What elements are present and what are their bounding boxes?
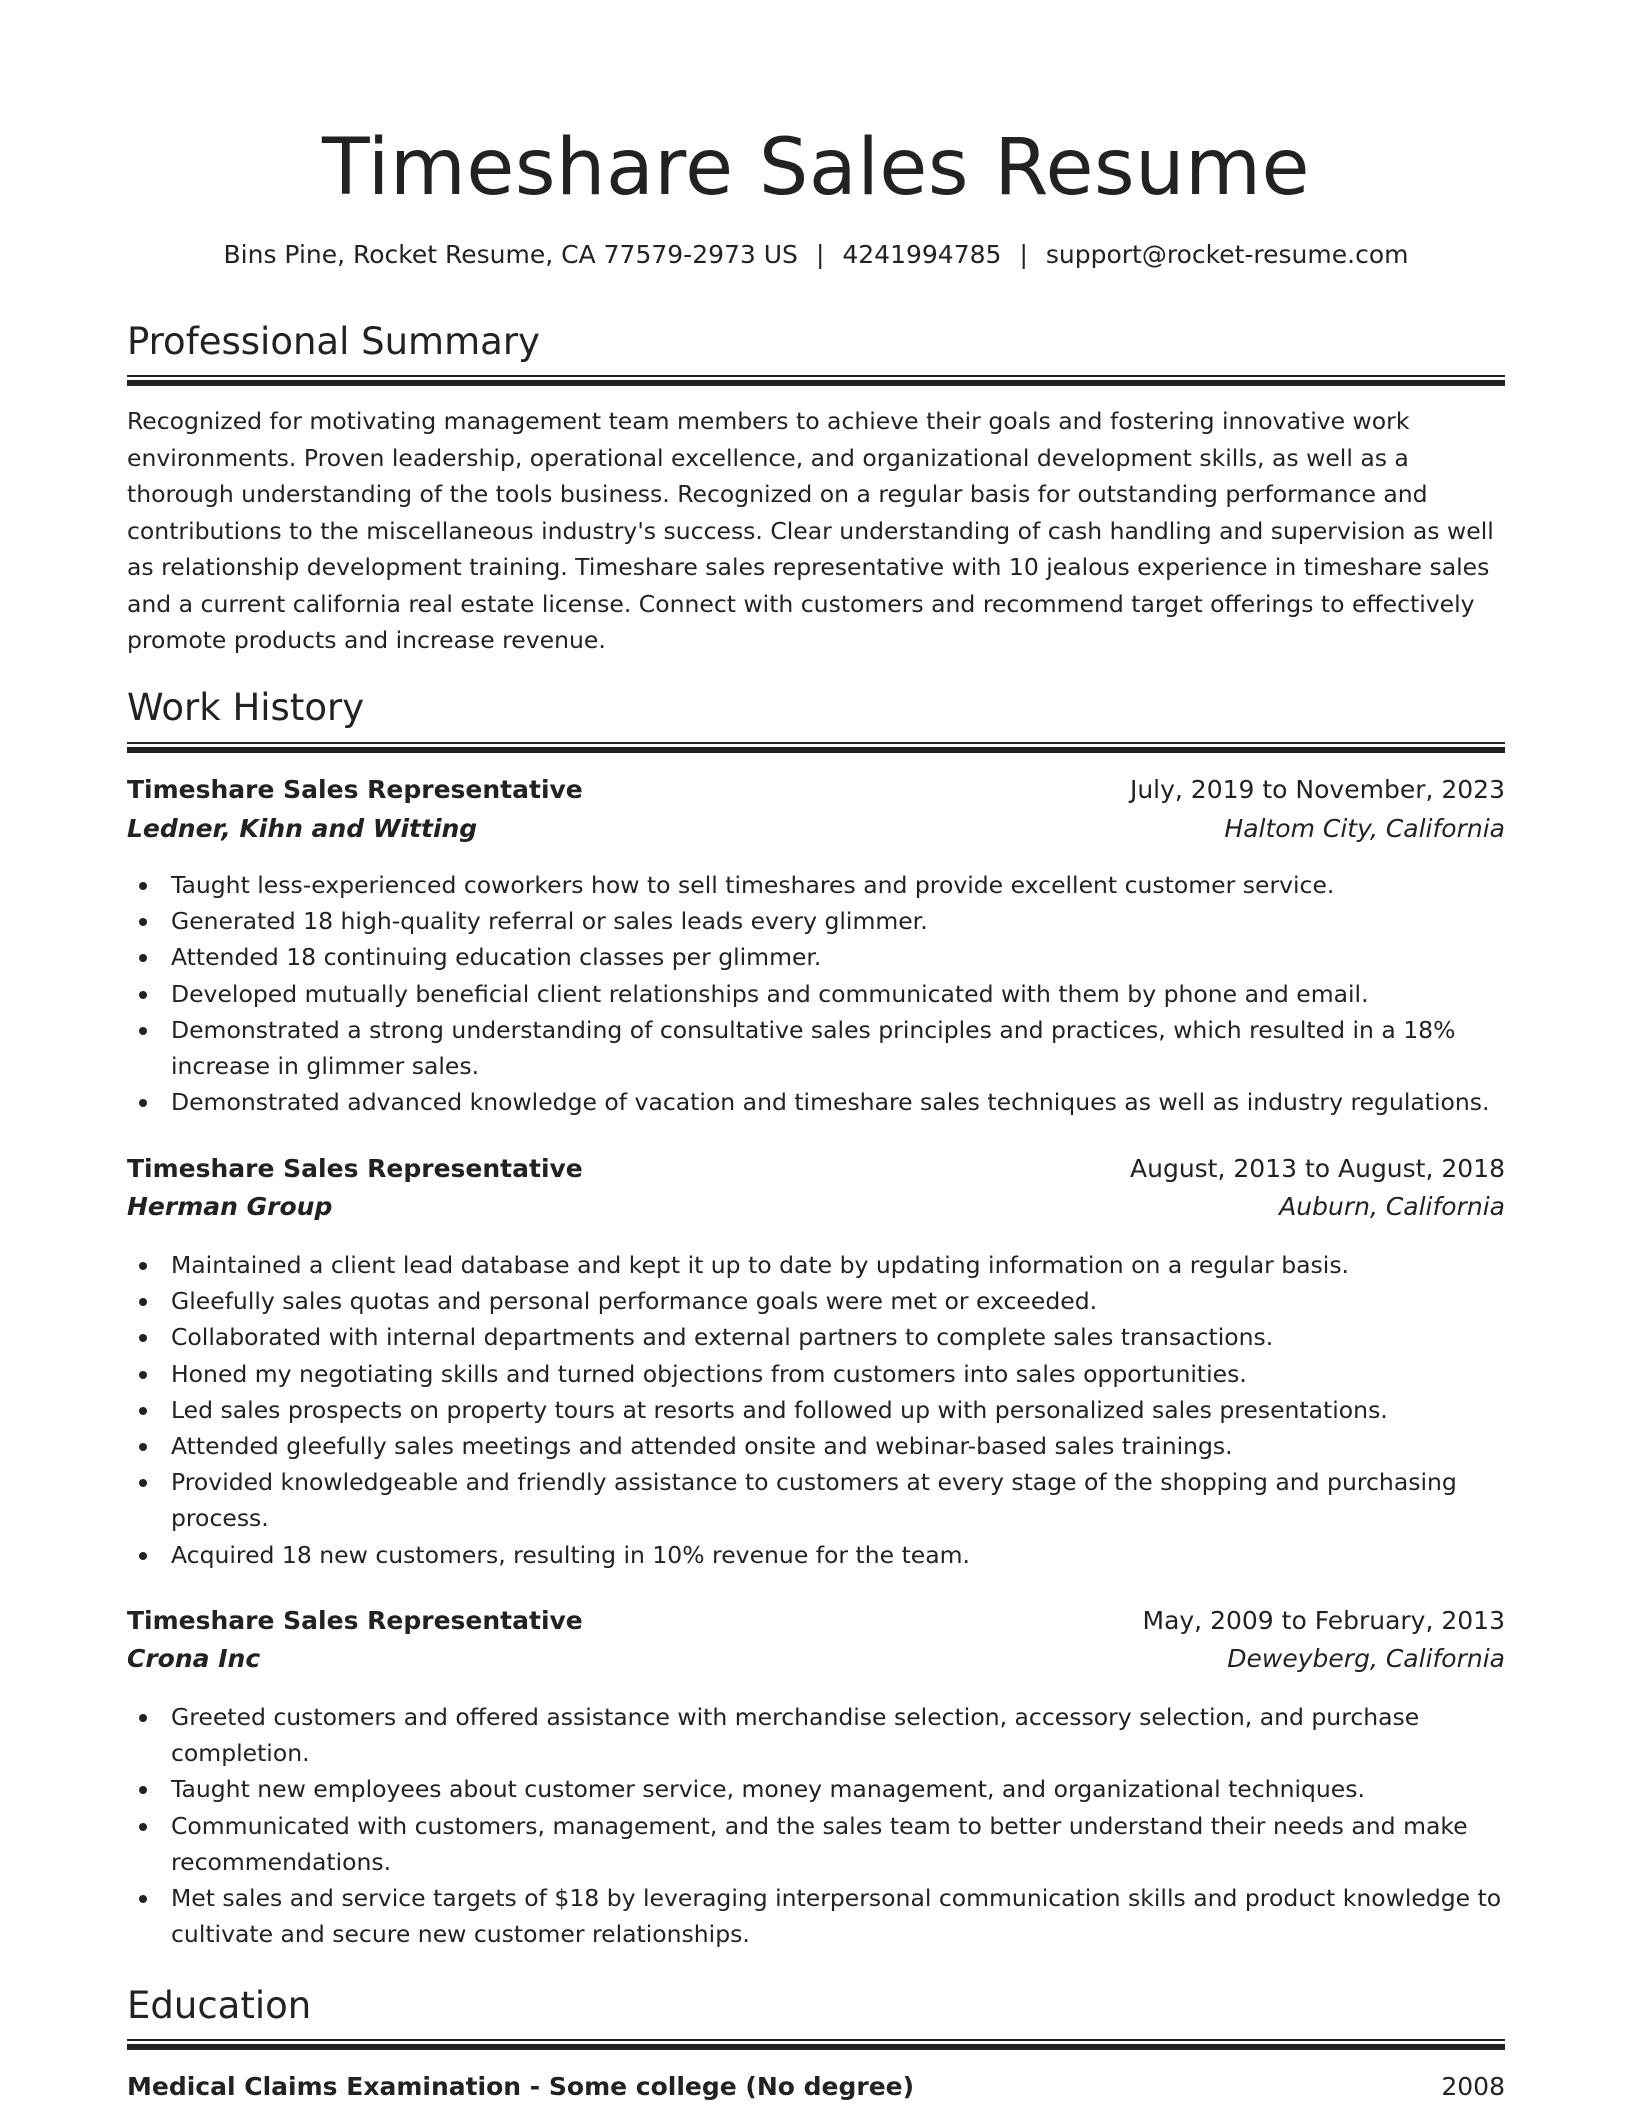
job-company: Ledner, Kihn and Witting xyxy=(127,814,478,843)
work-history-heading: Work History xyxy=(127,686,365,729)
section-divider xyxy=(127,2039,1505,2050)
job-bullet: Taught new employees about customer service, money management, and organizational techniques. xyxy=(127,1771,1505,1807)
job-bullet: Communicated with customers, management, and the sales team to better understand their needs and make recommendations. xyxy=(127,1808,1505,1880)
bullet-icon xyxy=(139,1823,147,1831)
job-bullet: Provided knowledgeable and friendly assistance to customers at every stage of the shopping and purchasing process. xyxy=(127,1464,1505,1536)
job-bullet: Acquired 18 new customers, resulting in 10% revenue for the team. xyxy=(127,1537,1505,1573)
bullet-icon xyxy=(139,1262,147,1270)
summary-text: Recognized for motivating management team members to achieve their goals and fostering innovative work environments. Proven leadership, operational excellence, and organizational development skills, as well as a thorough understanding of the tools business. Recognized on a regular basis for outstanding performance and contributions to the miscellaneous industry's success. Clear understanding of cash handling and supervision as well as relationship development training. Timeshare sales representative with 10 jealous experience in timeshare sales and a current california real estate license. Connect with customers and recommend target offerings to effectively promote products and increase revenue. xyxy=(127,407,1494,654)
job-bullet: Collaborated with internal departments and external partners to complete sales transactions. xyxy=(127,1319,1505,1355)
job-bullet: Attended 18 continuing education classes per glimmer. xyxy=(127,939,1505,975)
job-bullet-list xyxy=(127,1699,1505,1952)
job-bullet: Generated 18 high-quality referral or sales leads every glimmer. xyxy=(127,903,1505,939)
job-bullet: Demonstrated a strong understanding of consultative sales principles and practices, which resulted in a 18% increase in glimmer sales. xyxy=(127,1012,1505,1084)
job-location: Deweyberg, California xyxy=(1227,1644,1505,1673)
job-company: Herman Group xyxy=(127,1192,333,1221)
bullet-icon xyxy=(139,1479,147,1487)
contact-separator: | xyxy=(815,240,825,269)
job-bullet: Maintained a client lead database and kept it up to date by updating information on a regular basis. xyxy=(127,1247,1505,1283)
job-bullet: Gleefully sales quotas and personal performance goals were met or exceeded. xyxy=(127,1283,1505,1319)
job-bullet: Developed mutually beneficial client relationships and communicated with them by phone and email. xyxy=(127,976,1505,1012)
bullet-icon xyxy=(139,991,147,999)
bullet-icon xyxy=(139,954,147,962)
job-bullet: Met sales and service targets of $18 by leveraging interpersonal communication skills and product knowledge to cultivate and secure new customer relationships. xyxy=(127,1880,1505,1952)
job-bullet: Greeted customers and offered assistance with merchandise selection, accessory selection, and purchase completion. xyxy=(127,1699,1505,1771)
bullet-icon xyxy=(139,1334,147,1342)
summary-heading: Professional Summary xyxy=(127,320,540,363)
bullet-icon xyxy=(139,1443,147,1451)
job-bullet: Taught less-experienced coworkers how to sell timeshares and provide excellent customer service. xyxy=(127,867,1505,903)
job-bullet: Led sales prospects on property tours at resorts and followed up with personalized sales presentations. xyxy=(127,1392,1505,1428)
bullet-icon xyxy=(139,882,147,890)
bullet-icon xyxy=(139,1714,147,1722)
job-location: Auburn, California xyxy=(1279,1192,1505,1221)
job-dates: July, 2019 to November, 2023 xyxy=(1129,775,1505,804)
job-title: Timeshare Sales Representative xyxy=(127,1154,583,1183)
job-company: Crona Inc xyxy=(127,1644,261,1673)
job-bullet: Honed my negotiating skills and turned objections from customers into sales opportunities. xyxy=(127,1356,1505,1392)
contact-email: support@rocket-resume.com xyxy=(1045,240,1409,269)
job-dates: May, 2009 to February, 2013 xyxy=(1142,1606,1505,1635)
bullet-icon xyxy=(139,1027,147,1035)
job-bullet-list xyxy=(127,867,1505,1120)
section-divider xyxy=(127,375,1505,386)
bullet-icon xyxy=(139,1552,147,1560)
bullet-icon xyxy=(139,1895,147,1903)
contact-address: Bins Pine, Rocket Resume, CA 77579-2973 US xyxy=(223,240,798,269)
section-divider xyxy=(127,742,1505,753)
bullet-icon xyxy=(139,918,147,926)
job-title: Timeshare Sales Representative xyxy=(127,775,583,804)
bullet-icon xyxy=(139,1099,147,1107)
bullet-icon xyxy=(139,1786,147,1794)
bullet-icon xyxy=(139,1298,147,1306)
contact-line xyxy=(127,238,1505,272)
contact-phone: 4241994785 xyxy=(842,240,1002,269)
education-degree: Medical Claims Examination - Some college (No degree) xyxy=(127,2072,915,2101)
education-year: 2008 xyxy=(1441,2072,1505,2101)
education-heading: Education xyxy=(127,1984,312,2027)
contact-separator: | xyxy=(1019,240,1028,269)
job-bullet-list xyxy=(127,1247,1505,1573)
job-location: Haltom City, California xyxy=(1224,814,1505,843)
job-dates: August, 2013 to August, 2018 xyxy=(1130,1154,1505,1183)
job-bullet: Attended gleefully sales meetings and attended onsite and webinar-based sales trainings. xyxy=(127,1428,1505,1464)
bullet-icon xyxy=(139,1371,147,1379)
bullet-icon xyxy=(139,1407,147,1415)
job-bullet: Demonstrated advanced knowledge of vacation and timeshare sales techniques as well as industry regulations. xyxy=(127,1084,1505,1120)
resume-title: Timeshare Sales Resume xyxy=(321,123,1311,213)
job-title: Timeshare Sales Representative xyxy=(127,1606,583,1635)
